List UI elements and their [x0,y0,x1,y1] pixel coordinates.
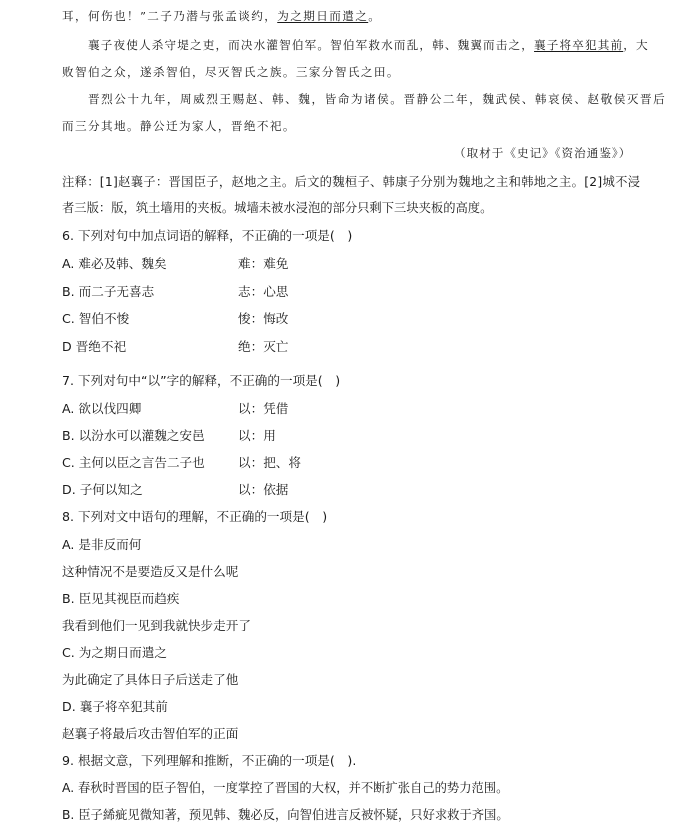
question-8-stem: 8. 下列对文中语句的理解，不正确的一项是( ) [62,509,328,524]
q8-option-a: A. 是非反而何 [62,537,142,552]
q7-option-d-gloss: 以：依据 [238,482,289,497]
q7-option-c-gloss: 以：把、将 [238,455,301,470]
q6-option-a: A. 难必及韩、魏矣 [62,256,167,271]
q7-option-a: A. 欲以伐四卿 [62,401,142,416]
q7-option-d: D. 子何以知之 [62,482,143,497]
question-7-stem: 7. 下列对句中“以”字的解释，不正确的一项是( ) [62,373,341,388]
q7-option-c: C. 主何以臣之言告二子也 [62,455,205,470]
q7-option-b-gloss: 以：用 [238,428,276,443]
q6-option-d: D 晋绝不祀 [62,339,127,354]
q8-option-c: C. 为之期日而遣之 [62,645,167,660]
notes-line-1: 注释：[1]赵襄子：晋国臣子，赵地之主。后文的魏桓子、韩康子分别为魏地之主和韩地之主。[2]城不浸 [62,175,641,189]
q7-option-b: B. 以汾水可以灌魏之安邑 [62,428,205,443]
question-9-stem: 9. 根据文意，下列理解和推断，不正确的一项是( ). [62,753,357,768]
q8-option-b: B. 臣见其视臣而趋疾 [62,591,180,606]
q7-option-a-gloss: 以：凭借 [238,401,289,416]
q8-option-b-translation: 我看到他们一见到我就快步走开了 [62,618,251,633]
q6-option-b-gloss: 志：心思 [238,284,289,299]
question-6-stem: 6. 下列对句中加点词语的解释，不正确的一项是( ) [62,228,353,243]
passage-line-4: 晋烈公十九年，周威烈王赐赵、韩、魏，皆命为诸侯。晋静公二年，魏武侯、韩哀侯、赵敬侯灭晋后 [88,92,667,106]
q8-option-d: D. 襄子将卒犯其前 [62,699,168,714]
underlined-sentence-1: 为之期日而遣之 [277,9,369,23]
q6-option-c: C. 智伯不悛 [62,311,130,326]
q6-option-c-gloss: 悛：悔改 [238,311,289,326]
q6-option-a-gloss: 难：难免 [238,256,289,271]
passage-line-1-text: 耳，何伤也！”二子乃潜与张孟谈约， [62,9,278,23]
q6-option-d-gloss: 绝：灭亡 [238,339,289,354]
passage-line-2-text: 襄子夜使人杀守堤之吏，而决水灌智伯军。智伯军救水而乱，韩、魏翼而击之， [88,38,535,52]
underlined-sentence-2: 襄子将卒犯其前 [534,38,624,52]
passage-line-3: 败智伯之众，遂杀智伯，尽灭智氏之族。三家分智氏之田。 [62,65,400,79]
q8-option-d-translation: 赵襄子将最后攻击智伯军的正面 [62,726,239,741]
q9-option-b: B. 臣子絺疵见微知著，预见韩、魏必反，向智伯进言反被怀疑，只好求救于齐国。 [62,808,509,822]
passage-line-1 [62,8,381,24]
q9-option-a: A. 春秋时晋国的臣子智伯，一度掌控了晋国的大权，并不断扩张自己的势力范围。 [62,781,509,795]
passage-line-2-end: ，大 [623,38,649,52]
q8-option-c-translation: 为此确定了具体日子后送走了他 [62,672,239,687]
passage-line-5: 而三分其地。静公迁为家人，晋绝不祀。 [62,119,296,133]
passage-source: （取材于《史记》《资治通鉴》） [454,146,632,160]
q8-option-a-translation: 这种情况不是要造反又是什么呢 [62,564,239,579]
passage-line-2 [88,37,649,53]
q6-option-b: B. 而二子无喜志 [62,284,155,299]
notes-line-2: 者三版：版，筑土墙用的夹板。城墙未被水浸泡的部分只剩下三块夹板的高度。 [62,201,493,215]
passage-line-1-end: 。 [368,9,382,23]
